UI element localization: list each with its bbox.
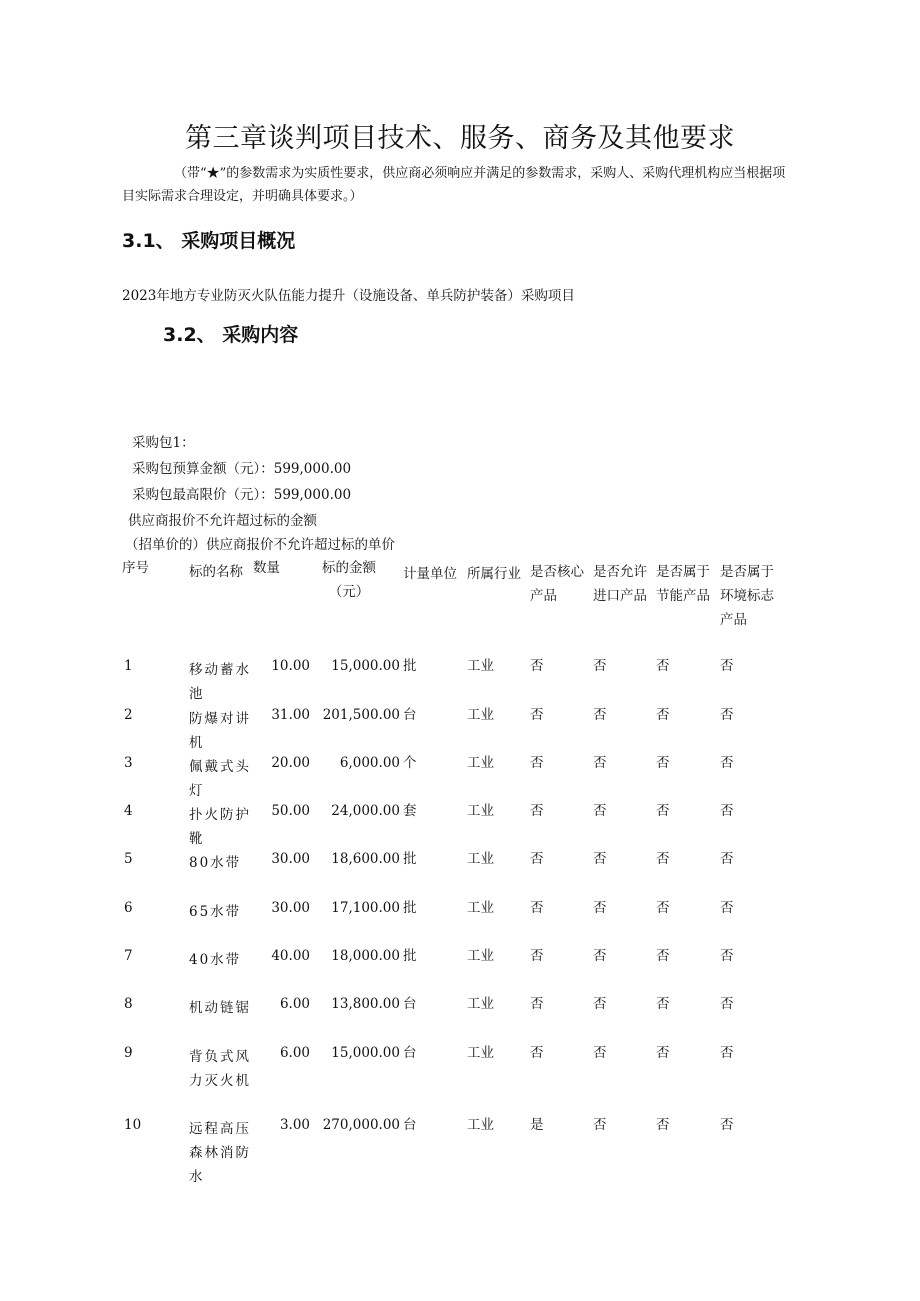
cell-amount: 18,600.00	[331, 851, 400, 867]
cell-qty: 6.00	[279, 996, 310, 1012]
cell-industry: 工业	[467, 851, 494, 867]
cell-name: 背负式风力灭火机	[189, 1049, 251, 1089]
cell-core: 否	[530, 996, 544, 1012]
cell-name: 扑火防护靴	[189, 807, 251, 847]
header-energy-saving: 是否属于节能产品	[656, 564, 710, 604]
cell-env: 否	[720, 1117, 734, 1133]
package-rule-amount: 供应商报价不允许超过标的金额	[128, 513, 317, 529]
cell-name: 远程高压森林消防水	[189, 1121, 251, 1185]
header-unit: 计量单位	[403, 566, 457, 582]
cell-energy: 否	[656, 948, 670, 964]
cell-seq: 3	[124, 755, 133, 771]
cell-import: 否	[593, 755, 607, 771]
cell-amount: 18,000.00	[331, 948, 400, 964]
cell-energy: 否	[656, 755, 670, 771]
package-max-price: 采购包最高限价（元）：599,000.00	[132, 487, 352, 503]
cell-env: 否	[720, 1045, 734, 1061]
header-amount: 标的金额（元）	[322, 560, 376, 600]
cell-seq: 4	[124, 803, 133, 819]
cell-unit: 个	[403, 755, 417, 771]
cell-name: 防爆对讲机	[189, 711, 251, 751]
cell-unit: 台	[403, 1045, 417, 1061]
cell-seq: 1	[124, 658, 133, 674]
cell-import: 否	[593, 1045, 607, 1061]
cell-unit: 批	[403, 658, 417, 674]
header-seq: 序号	[122, 560, 149, 576]
cell-import: 否	[593, 900, 607, 916]
cell-import: 否	[593, 851, 607, 867]
cell-qty: 20.00	[271, 755, 310, 771]
section-heading-overview: 3.1、 采购项目概况	[122, 230, 296, 252]
cell-qty: 31.00	[271, 707, 310, 723]
cell-import: 否	[593, 707, 607, 723]
cell-import: 否	[593, 658, 607, 674]
cell-industry: 工业	[467, 948, 494, 964]
cell-industry: 工业	[467, 755, 494, 771]
cell-unit: 套	[403, 803, 417, 819]
cell-industry: 工业	[467, 1117, 494, 1133]
requirement-note: （带“★”的参数需求为实质性要求，供应商必须响应并满足的参数需求，采购人、采购代理机构应当根据项目实际需求合理设定，并明确具体要求。）	[122, 166, 786, 204]
package-rule-unit-price: （招单价的）供应商报价不允许超过标的单价	[125, 537, 395, 553]
cell-qty: 3.00	[279, 1117, 310, 1133]
cell-industry: 工业	[467, 996, 494, 1012]
cell-env: 否	[720, 755, 734, 771]
cell-qty: 6.00	[279, 1045, 310, 1061]
cell-import: 否	[593, 996, 607, 1012]
cell-unit: 批	[403, 851, 417, 867]
cell-core: 否	[530, 948, 544, 964]
cell-amount: 6,000.00	[339, 755, 400, 771]
cell-energy: 否	[656, 851, 670, 867]
chapter-title: 第三章谈判项目技术、服务、商务及其他要求	[185, 123, 735, 154]
cell-env: 否	[720, 948, 734, 964]
cell-seq: 9	[124, 1045, 133, 1061]
cell-qty: 10.00	[271, 658, 310, 674]
cell-name: 65水带	[189, 904, 242, 920]
cell-core: 否	[530, 900, 544, 916]
cell-energy: 否	[656, 996, 670, 1012]
cell-name: 40水带	[189, 952, 242, 968]
header-core-product: 是否核心产品	[530, 564, 584, 604]
cell-amount: 13,800.00	[331, 996, 400, 1012]
cell-env: 否	[720, 803, 734, 819]
cell-amount: 270,000.00	[322, 1117, 400, 1133]
cell-seq: 8	[124, 996, 133, 1012]
cell-import: 否	[593, 1117, 607, 1133]
cell-unit: 台	[403, 1117, 417, 1133]
cell-import: 否	[593, 948, 607, 964]
cell-amount: 201,500.00	[322, 707, 400, 723]
cell-unit: 批	[403, 948, 417, 964]
cell-energy: 否	[656, 1117, 670, 1133]
cell-qty: 50.00	[271, 803, 310, 819]
cell-energy: 否	[656, 658, 670, 674]
cell-env: 否	[720, 996, 734, 1012]
cell-seq: 2	[124, 707, 133, 723]
cell-industry: 工业	[467, 707, 494, 723]
cell-industry: 工业	[467, 658, 494, 674]
cell-energy: 否	[656, 1045, 670, 1061]
header-qty: 数量	[253, 560, 280, 576]
cell-amount: 24,000.00	[331, 803, 400, 819]
cell-env: 否	[720, 658, 734, 674]
cell-env: 否	[720, 851, 734, 867]
cell-amount: 17,100.00	[331, 900, 400, 916]
cell-env: 否	[720, 707, 734, 723]
cell-qty: 30.00	[271, 900, 310, 916]
cell-qty: 30.00	[271, 851, 310, 867]
cell-core: 否	[530, 755, 544, 771]
cell-core: 否	[530, 851, 544, 867]
cell-name: 机动链锯	[189, 1000, 251, 1016]
cell-amount: 15,000.00	[331, 658, 400, 674]
cell-name: 移动蓄水池	[189, 662, 251, 702]
cell-unit: 批	[403, 900, 417, 916]
header-env-label: 是否属于环境标志产品	[720, 564, 774, 628]
cell-unit: 台	[403, 996, 417, 1012]
package-budget: 采购包预算金额（元）：599,000.00	[132, 461, 352, 477]
cell-energy: 否	[656, 707, 670, 723]
cell-industry: 工业	[467, 1045, 494, 1061]
header-name: 标的名称	[189, 564, 243, 580]
cell-core: 否	[530, 803, 544, 819]
section-heading-content: 3.2、 采购内容	[163, 324, 299, 346]
cell-seq: 10	[124, 1117, 142, 1133]
cell-seq: 7	[124, 948, 133, 964]
cell-unit: 台	[403, 707, 417, 723]
project-name: 2023年地方专业防灭火队伍能力提升（设施设备、单兵防护装备）采购项目	[122, 288, 575, 304]
cell-name: 佩戴式头灯	[189, 759, 251, 799]
cell-name: 80水带	[189, 855, 242, 871]
package-name: 采购包1：	[132, 435, 195, 451]
cell-amount: 15,000.00	[331, 1045, 400, 1061]
header-industry: 所属行业	[467, 566, 521, 582]
cell-seq: 5	[124, 851, 133, 867]
header-import-allowed: 是否允许进口产品	[593, 564, 647, 604]
cell-core: 是	[530, 1117, 544, 1133]
cell-import: 否	[593, 803, 607, 819]
cell-core: 否	[530, 1045, 544, 1061]
cell-core: 否	[530, 658, 544, 674]
cell-industry: 工业	[467, 900, 494, 916]
cell-qty: 40.00	[271, 948, 310, 964]
cell-core: 否	[530, 707, 544, 723]
cell-industry: 工业	[467, 803, 494, 819]
cell-seq: 6	[124, 900, 133, 916]
cell-energy: 否	[656, 803, 670, 819]
cell-energy: 否	[656, 900, 670, 916]
cell-env: 否	[720, 900, 734, 916]
